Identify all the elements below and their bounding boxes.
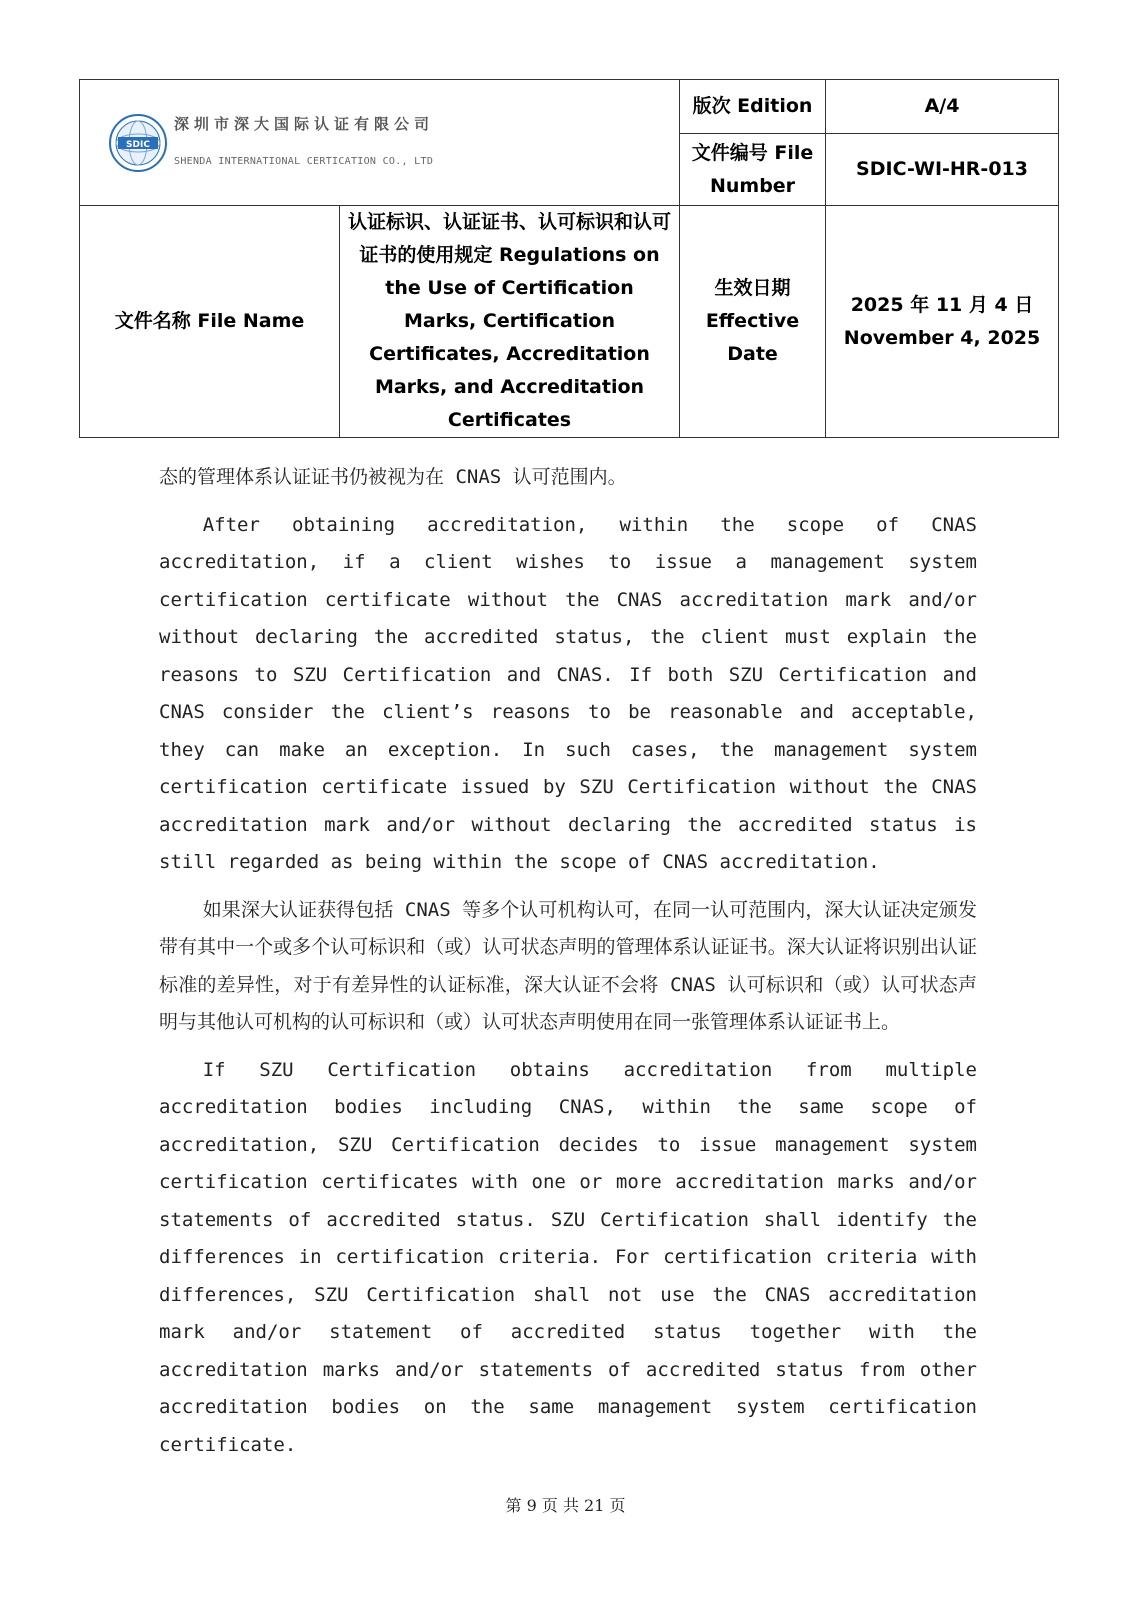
edition-label: 版次 Edition [680,80,826,134]
document-body [159,459,977,1474]
file-number-value: SDIC-WI-HR-013 [826,134,1059,206]
edition-value: A/4 [826,80,1059,134]
paragraph-en-exception: After obtaining accreditation, within the scope of CNAS accreditation, if a client wishes to issue a management system certification certificate without the CNAS accreditation mark and/or without declaring the accredited status, the client must explain the reasons to SZU Certification and CNAS. If both SZU Certification and CNAS consider the client’s reasons to be reasonable and acceptable, they can make an exception. In such cases, the management system certification certificate issued by SZU Certification without the CNAS accreditation mark and/or without declaring the accredited status is still regarded as being within the scope of CNAS accreditation. [159,513,977,873]
paragraph-cn-multiple-accreditation: 如果深大认证获得包括 CNAS 等多个认可机构认可，在同一认可范围内，深大认证决定颁发带有其中一个或多个认可标识和（或）认可状态声明的管理体系认证证书。深大认证将识别出认证标准的差异性，对于有差异性的认证标准，深大认证不会将 CNAS 认可标识和（或）认可状态声明与其他认可机构的认可标识和（或）认可状态声明使用在同一张管理体系认证证书上。 [159,898,977,1033]
company-name-cn: 深圳市深大国际认证有限公司 [174,114,435,133]
effective-date-cell [826,206,1059,438]
effective-date-cn: 2025 年 11 月 4 日 [850,293,1034,316]
effective-date-en: November 4, 2025 [843,326,1041,349]
file-name-value: 认证标识、认证证书、认可标识和认可证书的使用规定 Regulations on the Use of Certification Marks, Certification Certificates, Accreditation Marks, and Accreditation Certificates [340,206,680,438]
company-name-en: SHENDA INTERNATIONAL CERTICATION CO., LTD [174,155,434,167]
company-logo-cell [80,80,680,206]
paragraph-en-multiple-accreditation: If SZU Certification obtains accreditation from multiple accreditation bodies including CNAS, within the same scope of accreditation, SZU Certification decides to issue management system certification certificates with one or more accreditation marks and/or statements of accredited status. SZU Certification shall identify the differences in certification criteria. For certification criteria with differences, SZU Certification shall not use the CNAS accreditation mark and/or statement of accredited status together with the accreditation marks and/or statements of accredited status from other accreditation bodies on the same management system certification certificate. [159,1058,977,1456]
file-name-label: 文件名称 File Name [80,206,340,438]
company-logo-icon [108,113,168,173]
file-number-label: 文件编号 File Number [680,134,826,206]
effective-date-label: 生效日期 Effective Date [680,206,826,438]
paragraph-continuation-cn: 态的管理体系认证证书仍被视为在 CNAS 认可范围内。 [159,466,627,488]
document-header-table [79,79,1059,438]
page-number-footer: 第 9 页 共 21 页 [505,1496,626,1515]
logo-text: SDIC [126,139,150,150]
